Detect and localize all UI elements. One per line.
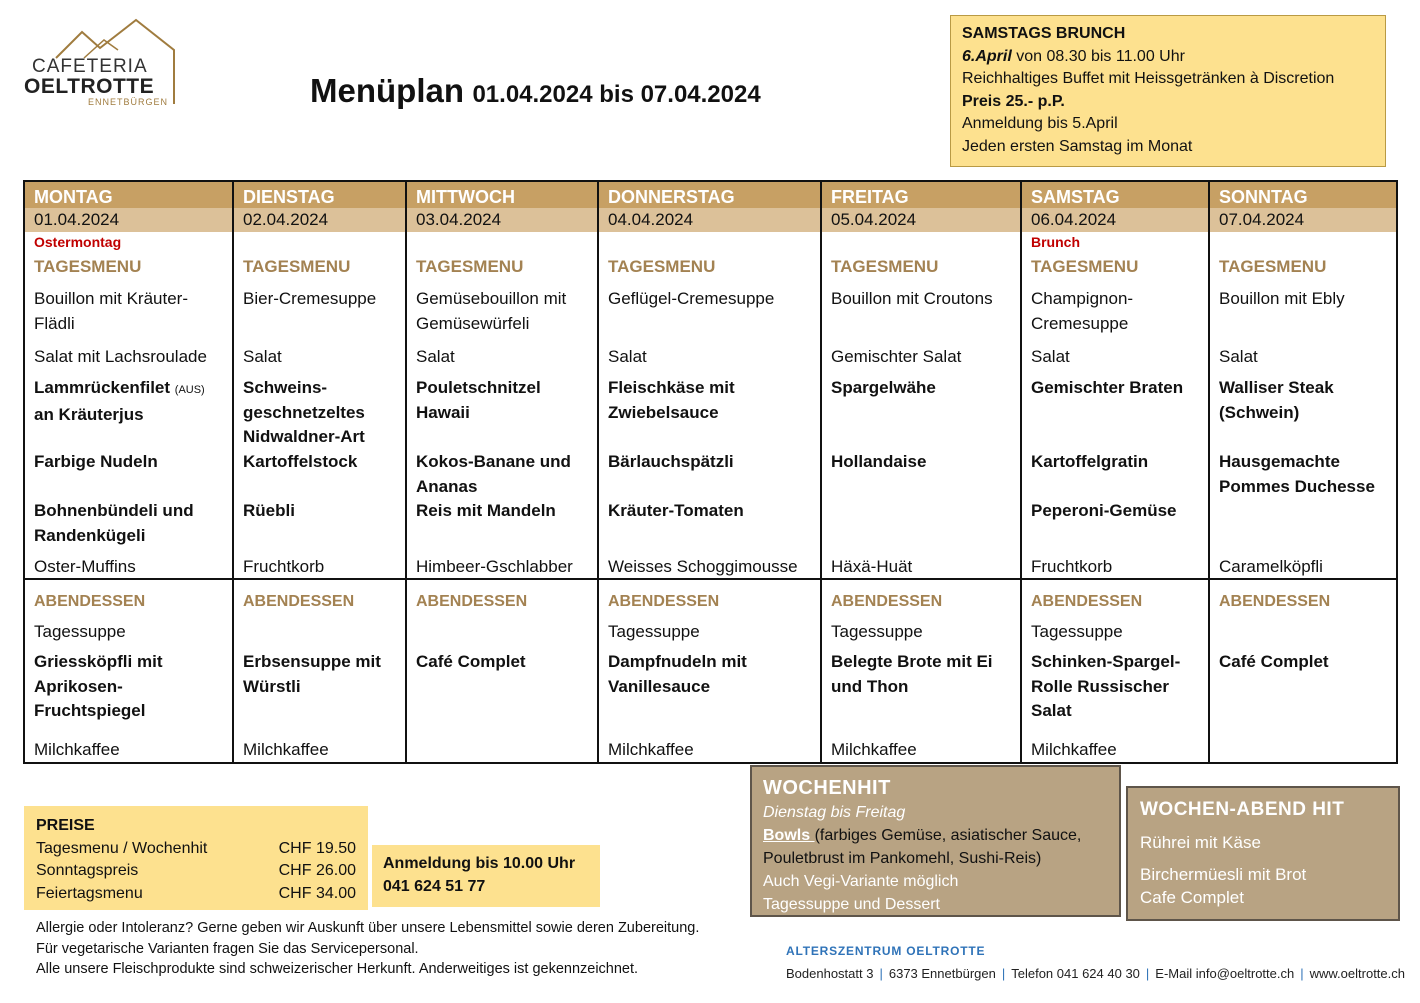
soup-item: Gemüsebouillon mit Gemüsewürfeli bbox=[416, 289, 567, 333]
price-value: CHF 26.00 bbox=[278, 862, 356, 879]
evening-drink: Milchkaffee bbox=[831, 740, 917, 759]
tagesmenu-label: TAGESMENU bbox=[608, 257, 716, 276]
main-dish-name: Schweins-geschnetzeltes Nidwaldner-Art bbox=[243, 378, 365, 447]
day-name: SONNTAG bbox=[1210, 182, 1396, 208]
day-column bbox=[1022, 182, 1210, 762]
price-row bbox=[36, 838, 356, 861]
logo-line1: CAFETERIA bbox=[32, 56, 148, 77]
vegetable-dish: Rüebli bbox=[243, 501, 295, 520]
wochenhit-line4: Tagessuppe und Dessert bbox=[763, 896, 940, 913]
soup-item: Bouillon mit Ebly bbox=[1219, 289, 1345, 308]
brunch-price: Preis 25.- p.P. bbox=[962, 92, 1065, 110]
wochenhit-desc2: Pouletbrust im Pankomehl, Sushi-Reis) bbox=[763, 850, 1042, 867]
side-dish: Farbige Nudeln bbox=[34, 452, 158, 471]
day-date: 07.04.2024 bbox=[1210, 208, 1396, 232]
salad-item: Salat bbox=[243, 347, 282, 366]
day-column bbox=[407, 182, 599, 762]
main-dish-name: Fleischkäse mit Zwiebelsauce bbox=[608, 378, 735, 422]
evening-main: Erbsensuppe mit Würstli bbox=[243, 652, 381, 696]
abendessen-label: ABENDESSEN bbox=[831, 593, 943, 610]
allergy-note bbox=[36, 918, 699, 980]
title-range: 01.04.2024 bis 07.04.2024 bbox=[472, 81, 761, 108]
main-dish-origin: (AUS) bbox=[174, 384, 205, 396]
tagesmenu-label: TAGESMENU bbox=[243, 257, 351, 276]
main-dish bbox=[34, 376, 228, 427]
registration-phone: 041 624 51 77 bbox=[383, 878, 486, 895]
main-dish bbox=[831, 376, 1016, 403]
wochenhit-sub: Dienstag bis Freitag bbox=[763, 804, 906, 821]
price-value: CHF 19.50 bbox=[278, 839, 356, 857]
dessert-item: Häxä-Huät bbox=[831, 557, 913, 576]
day-column bbox=[234, 182, 407, 762]
brunch-date: 6.April bbox=[962, 47, 1012, 65]
day-date: 03.04.2024 bbox=[407, 208, 597, 232]
soup-item: Bouillon mit Kräuter-Flädli bbox=[34, 289, 189, 333]
abendessen-label: ABENDESSEN bbox=[34, 593, 146, 610]
abendhit-line1: Rührei mit Käse bbox=[1140, 833, 1261, 852]
price-row bbox=[36, 860, 356, 883]
title-main: Menüplan bbox=[310, 72, 464, 109]
brunch-date-line bbox=[962, 46, 1374, 69]
side-dish: Kokos-Banane und Ananas bbox=[416, 452, 571, 496]
allergy-line1: Allergie oder Intoleranz? Gerne geben wir Auskunft über unsere Lebensmittel sowie deren Zubereitung. bbox=[36, 920, 700, 936]
vegetable-dish: Bohnenbündeli und Randenkügeli bbox=[34, 501, 194, 545]
main-dish-name: Walliser Steak (Schwein) bbox=[1219, 378, 1334, 422]
day-date: 05.04.2024 bbox=[822, 208, 1020, 232]
day-note: Ostermontag bbox=[34, 234, 122, 250]
evening-drink: Milchkaffee bbox=[608, 740, 694, 759]
evening-drink: Milchkaffee bbox=[243, 740, 329, 759]
day-name: DIENSTAG bbox=[234, 182, 405, 208]
soup-item: Champignon-Cremesuppe bbox=[1031, 289, 1134, 333]
price-value: CHF 34.00 bbox=[278, 884, 356, 902]
menu-table bbox=[23, 180, 1398, 764]
abendessen-label: ABENDESSEN bbox=[1031, 593, 1143, 610]
main-dish bbox=[1031, 376, 1204, 403]
price-label: Tagesmenu / Wochenhit bbox=[36, 839, 208, 857]
footer-org: ALTERSZENTRUM OELTROTTE bbox=[786, 944, 986, 958]
logo-line3: ENNETBÜRGEN bbox=[88, 97, 169, 107]
footer-website[interactable]: www.oeltrotte.ch bbox=[1309, 966, 1405, 981]
main-dish-name: Pouletschnitzel Hawaii bbox=[416, 378, 541, 422]
wochenhit-box bbox=[750, 765, 1121, 917]
day-name: MITTWOCH bbox=[407, 182, 597, 208]
salad-item: Salat mit Lachsroulade bbox=[34, 347, 207, 366]
logo bbox=[20, 18, 185, 110]
main-dish-name: Spargelwähe bbox=[831, 378, 936, 397]
section-divider bbox=[25, 578, 1396, 580]
footer-sep: | bbox=[879, 966, 883, 981]
wochenhit-title: WOCHENHIT bbox=[763, 777, 891, 799]
main-dish-sauce: an Kräuterjus bbox=[34, 404, 144, 424]
evening-drink: Milchkaffee bbox=[1031, 740, 1117, 759]
dessert-item: Fruchtkorb bbox=[1031, 557, 1113, 576]
main-dish bbox=[416, 376, 593, 427]
dessert-item: Weisses Schoggimousse bbox=[608, 557, 798, 576]
evening-soup: Tagessuppe bbox=[608, 622, 700, 641]
salad-item: Salat bbox=[608, 347, 647, 366]
logo-line2: OELTROTTE bbox=[24, 75, 155, 98]
registration-box bbox=[372, 845, 600, 907]
main-dish bbox=[1219, 376, 1392, 427]
brunch-time: von 08.30 bis 11.00 Uhr bbox=[1011, 47, 1185, 65]
brunch-box bbox=[950, 15, 1386, 167]
evening-main: Dampfnudeln mit Vanillesauce bbox=[608, 652, 747, 696]
brunch-line2: Reichhaltiges Buffet mit Heissgetränken à Discretion bbox=[962, 70, 1335, 87]
dessert-item: Caramelköpfli bbox=[1219, 557, 1323, 576]
footer-email[interactable]: E-Mail info@oeltrotte.ch bbox=[1155, 966, 1295, 981]
price-label: Sonntagspreis bbox=[36, 862, 139, 879]
day-date: 02.04.2024 bbox=[234, 208, 405, 232]
dessert-item: Oster-Muffins bbox=[34, 557, 136, 576]
page-title bbox=[310, 72, 761, 110]
footer-sep: | bbox=[1001, 966, 1006, 981]
salad-item: Salat bbox=[1219, 347, 1258, 366]
wochenhit-line3: Auch Vegi-Variante möglich bbox=[763, 873, 959, 890]
footer-city: 6373 Ennetbürgen bbox=[888, 966, 996, 981]
tagesmenu-label: TAGESMENU bbox=[1219, 257, 1327, 276]
salad-item: Gemischter Salat bbox=[831, 347, 962, 366]
soup-item: Bouillon mit Croutons bbox=[831, 289, 993, 308]
wochenhit-desc1: (farbiges Gemüse, asiatischer Sauce, bbox=[814, 827, 1082, 844]
day-column bbox=[1210, 182, 1396, 762]
evening-main: Griessköpfli mit Aprikosen-Fruchtspiegel bbox=[34, 652, 163, 721]
tagesmenu-label: TAGESMENU bbox=[416, 257, 524, 276]
day-name: SAMSTAG bbox=[1022, 182, 1208, 208]
abendessen-label: ABENDESSEN bbox=[1219, 593, 1331, 610]
dessert-item: Himbeer-Gschlabber bbox=[416, 557, 573, 576]
brunch-title: SAMSTAGS BRUNCH bbox=[962, 25, 1126, 42]
wochenhit-bowls: Bowls bbox=[763, 827, 815, 844]
evening-soup: Tagessuppe bbox=[831, 622, 923, 641]
day-date: 04.04.2024 bbox=[599, 208, 820, 232]
evening-soup: Tagessuppe bbox=[34, 622, 126, 641]
abendhit-title: WOCHEN-ABEND HIT bbox=[1140, 799, 1345, 820]
main-dish bbox=[243, 376, 401, 452]
evening-main: Schinken-Spargel-Rolle Russischer Salat bbox=[1031, 652, 1181, 721]
day-date: 06.04.2024 bbox=[1022, 208, 1208, 232]
tagesmenu-label: TAGESMENU bbox=[831, 257, 939, 276]
allergy-line3: Alle unsere Fleischprodukte sind schweizerischer Herkunft. Anderweitiges ist gekennzeichnet. bbox=[36, 961, 639, 977]
day-name: DONNERSTAG bbox=[599, 182, 820, 208]
main-dish-name: Lammrückenfilet bbox=[34, 378, 171, 397]
price-label: Feiertagsmenu bbox=[36, 884, 143, 902]
evening-main: Café Complet bbox=[416, 652, 526, 671]
side-dish: Bärlauchspätzli bbox=[608, 452, 734, 471]
abendessen-label: ABENDESSEN bbox=[416, 593, 528, 610]
main-dish bbox=[608, 376, 816, 427]
allergy-line2: Für vegetarische Varianten fragen Sie das Servicepersonal. bbox=[36, 940, 419, 957]
abendhit-line3: Cafe Complet bbox=[1140, 888, 1244, 907]
vegetable-dish: Kräuter-Tomaten bbox=[608, 501, 744, 520]
vegetable-dish: Reis mit Mandeln bbox=[416, 501, 556, 520]
side-dish: Hollandaise bbox=[831, 452, 927, 471]
day-name: FREITAG bbox=[822, 182, 1020, 208]
abendessen-label: ABENDESSEN bbox=[608, 593, 720, 610]
footer-address bbox=[786, 966, 1405, 981]
dessert-item: Fruchtkorb bbox=[243, 557, 325, 576]
vegetable-dish: Peperoni-Gemüse bbox=[1031, 501, 1177, 520]
day-name: MONTAG bbox=[25, 182, 232, 208]
evening-drink: Milchkaffee bbox=[34, 740, 120, 759]
day-column bbox=[822, 182, 1022, 762]
side-dish: Hausgemachte Pommes Duchesse bbox=[1219, 452, 1375, 496]
wochenhit-desc-line1 bbox=[763, 824, 1108, 847]
price-row bbox=[36, 883, 356, 906]
brunch-line4: Anmeldung bis 5.April bbox=[962, 115, 1118, 132]
footer-street: Bodenhostatt 3 bbox=[786, 966, 874, 981]
main-dish-name: Gemischter Braten bbox=[1031, 378, 1184, 397]
footer-sep: | bbox=[1300, 966, 1304, 981]
side-dish: Kartoffelstock bbox=[243, 452, 358, 471]
day-column bbox=[25, 182, 234, 762]
brunch-line5: Jeden ersten Samstag im Monat bbox=[962, 137, 1193, 155]
salad-item: Salat bbox=[416, 347, 455, 366]
day-note: Brunch bbox=[1031, 234, 1080, 250]
footer-phone: Telefon 041 624 40 30 bbox=[1011, 966, 1140, 981]
soup-item: Geflügel-Cremesuppe bbox=[608, 289, 775, 308]
prices-title: PREISE bbox=[36, 817, 95, 834]
evening-main: Belegte Brote mit Ei und Thon bbox=[831, 652, 993, 696]
abendhit-line2: Birchermüesli mit Brot bbox=[1140, 865, 1307, 884]
side-dish: Kartoffelgratin bbox=[1031, 452, 1149, 471]
menu-columns bbox=[25, 182, 1396, 762]
day-date: 01.04.2024 bbox=[25, 208, 232, 232]
evening-soup: Tagessuppe bbox=[1031, 622, 1123, 641]
tagesmenu-label: TAGESMENU bbox=[1031, 257, 1139, 276]
evening-main: Café Complet bbox=[1219, 652, 1329, 671]
abendessen-label: ABENDESSEN bbox=[243, 593, 355, 610]
prices-box bbox=[24, 806, 368, 910]
footer-sep: | bbox=[1145, 966, 1150, 981]
salad-item: Salat bbox=[1031, 347, 1070, 366]
registration-line1: Anmeldung bis 10.00 Uhr bbox=[383, 855, 576, 872]
day-column bbox=[599, 182, 822, 762]
soup-item: Bier-Cremesuppe bbox=[243, 289, 377, 308]
abendhit-box bbox=[1126, 786, 1400, 921]
tagesmenu-label: TAGESMENU bbox=[34, 257, 142, 276]
